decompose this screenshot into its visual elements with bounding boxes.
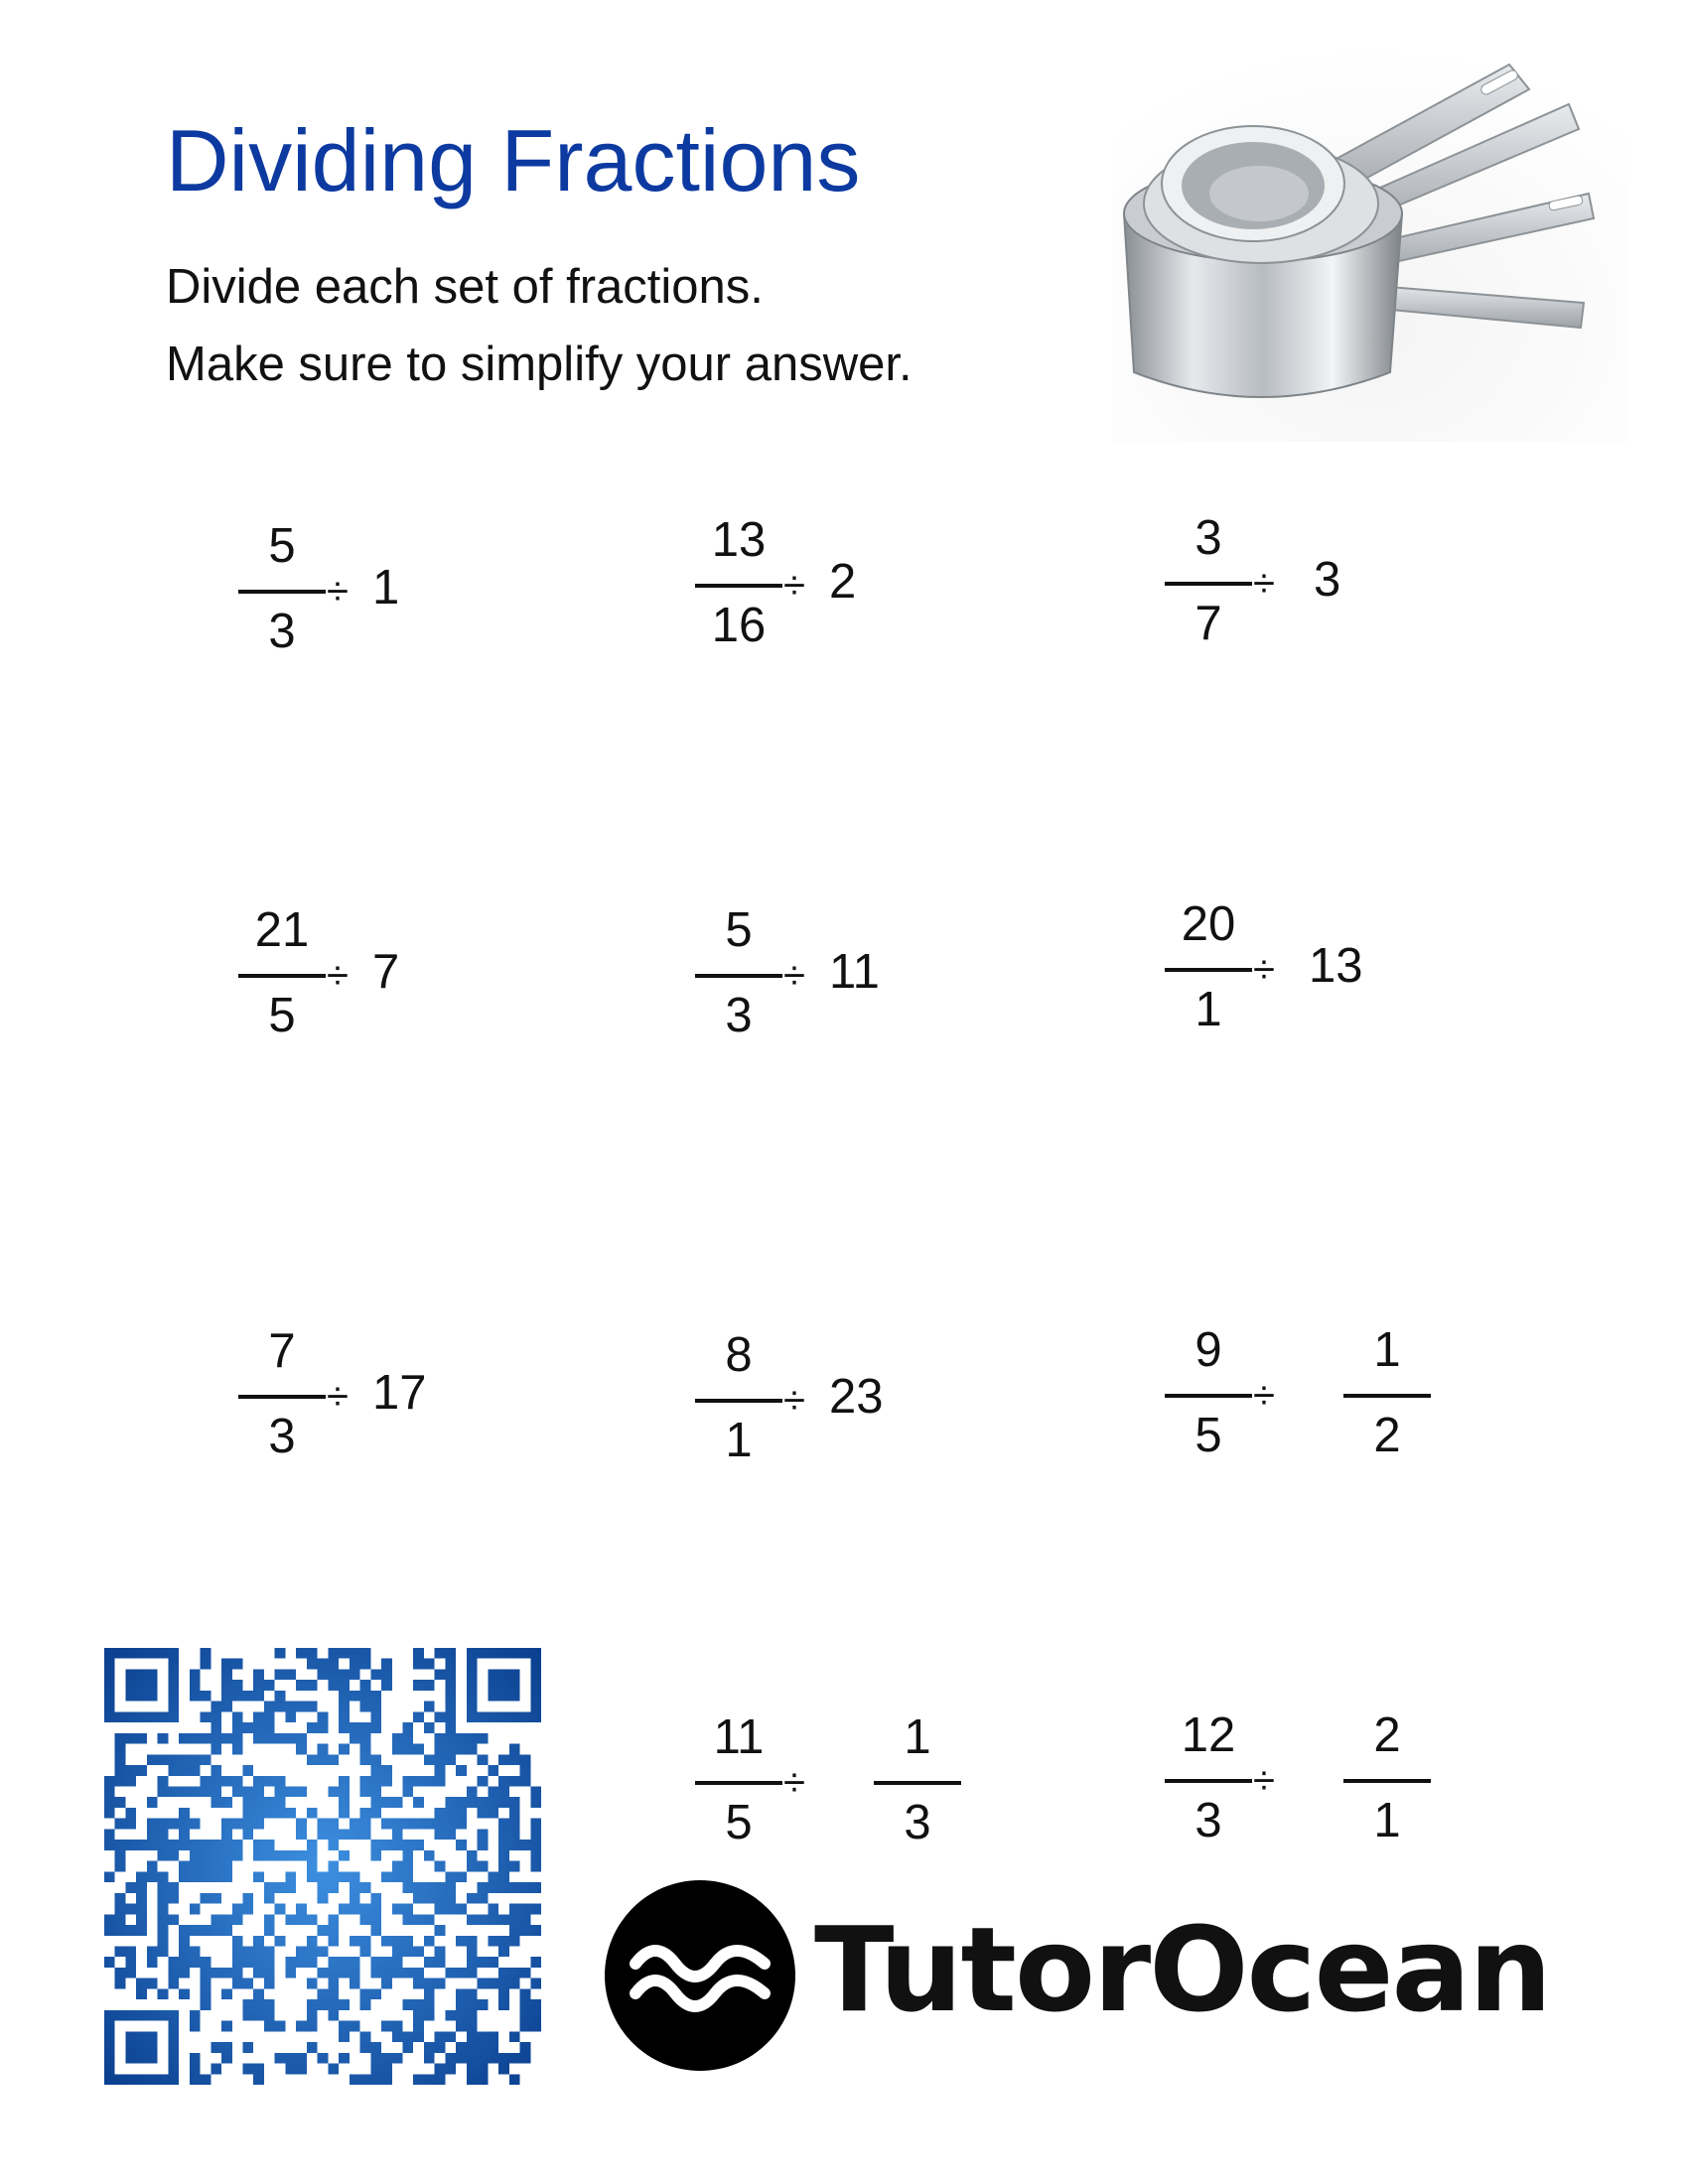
qr-code-image[interactable]: [104, 1648, 541, 2085]
divisor: 3: [1314, 553, 1341, 607]
fraction-bar: [695, 974, 782, 978]
measuring-cups-image: [1112, 45, 1628, 442]
qr-modules: [104, 1648, 541, 2085]
denominator: 2: [1373, 1409, 1401, 1462]
numerator: 8: [725, 1328, 753, 1382]
denominator: 5: [268, 989, 296, 1042]
divisor: 2: [829, 555, 857, 609]
numerator: 21: [254, 903, 310, 957]
denominator: 5: [1195, 1409, 1222, 1462]
fraction: [238, 892, 326, 1061]
fraction: [1165, 1698, 1252, 1866]
problem-10: [626, 1700, 1023, 1868]
instruction-line-1: Divide each set of fractions.: [166, 260, 764, 314]
divide-sign: ÷: [327, 570, 349, 614]
tutorocean-logo-icon: [601, 1876, 799, 2075]
denominator: 5: [725, 1796, 753, 1849]
numerator: 12: [1181, 1708, 1236, 1762]
divide-sign: ÷: [1253, 562, 1275, 606]
problem-3: [1095, 500, 1492, 669]
divisor: 17: [372, 1366, 427, 1420]
fraction: [695, 1700, 782, 1868]
fraction-bar: [695, 584, 782, 588]
problem-8: [626, 1317, 1023, 1486]
denominator: 3: [904, 1796, 931, 1849]
problem-11: [1095, 1698, 1492, 1866]
fraction-bar: [1343, 1779, 1431, 1783]
numerator: 1: [1373, 1323, 1401, 1377]
fraction: [238, 1313, 326, 1482]
divisor: 11: [829, 945, 880, 999]
denominator: 3: [725, 989, 753, 1042]
fraction-bar: [1165, 1394, 1252, 1398]
divide-sign: ÷: [783, 1761, 805, 1805]
fraction-bar: [1165, 968, 1252, 972]
fraction: [1165, 1312, 1252, 1481]
divisor: 13: [1309, 939, 1363, 993]
denominator: 16: [711, 599, 767, 652]
numerator: 20: [1181, 897, 1236, 951]
denominator: 7: [1195, 597, 1222, 650]
denominator: 1: [1373, 1794, 1401, 1847]
numerator: 13: [711, 513, 767, 567]
problem-9: [1095, 1312, 1492, 1481]
fraction-bar: [695, 1781, 782, 1785]
divisor-fraction: [1343, 1698, 1431, 1866]
fraction: [695, 1317, 782, 1486]
numerator: 5: [268, 519, 296, 573]
fraction: [1165, 500, 1252, 669]
divide-sign: ÷: [1253, 948, 1275, 992]
divide-sign: ÷: [327, 954, 349, 998]
divide-sign: ÷: [1253, 1374, 1275, 1418]
fraction-bar: [874, 1781, 961, 1785]
fraction-bar: [1165, 582, 1252, 586]
problem-4: [169, 892, 566, 1061]
divisor-fraction: [1343, 1312, 1431, 1481]
fraction-bar: [238, 974, 326, 978]
numerator: 7: [268, 1324, 296, 1378]
divide-sign: ÷: [783, 564, 805, 608]
instruction-line-2: Make sure to simplify your answer.: [166, 338, 913, 391]
fraction-bar: [695, 1399, 782, 1403]
numerator: 9: [1195, 1323, 1222, 1377]
denominator: 1: [725, 1414, 753, 1467]
numerator: 11: [713, 1710, 765, 1764]
divisor: 23: [829, 1370, 884, 1424]
numerator: 2: [1373, 1708, 1401, 1762]
fraction: [695, 892, 782, 1061]
numerator: 1: [904, 1710, 931, 1764]
divide-sign: ÷: [327, 1375, 349, 1419]
divide-sign: ÷: [1253, 1759, 1275, 1803]
denominator: 3: [268, 605, 296, 658]
problem-6: [1095, 887, 1492, 1055]
problem-7: [169, 1313, 566, 1482]
denominator: 1: [1195, 983, 1222, 1036]
fraction-bar: [238, 590, 326, 594]
fraction: [695, 502, 782, 671]
divisor-fraction: [874, 1700, 961, 1868]
problem-2: [626, 502, 1023, 671]
problem-5: [626, 892, 1023, 1061]
denominator: 3: [1195, 1794, 1222, 1847]
denominator: 3: [268, 1410, 296, 1463]
divisor: 7: [372, 945, 400, 999]
fraction: [1165, 887, 1252, 1055]
fraction-bar: [238, 1395, 326, 1399]
divide-sign: ÷: [783, 954, 805, 998]
brand-name: TutorOcean: [814, 1901, 1551, 2038]
fraction: [238, 508, 326, 677]
problem-1: [169, 508, 566, 677]
numerator: 5: [725, 903, 753, 957]
divisor: 1: [372, 561, 400, 614]
worksheet-title: Dividing Fractions: [166, 111, 861, 209]
divide-sign: ÷: [783, 1379, 805, 1423]
fraction-bar: [1343, 1394, 1431, 1398]
numerator: 3: [1195, 511, 1222, 565]
fraction-bar: [1165, 1779, 1252, 1783]
